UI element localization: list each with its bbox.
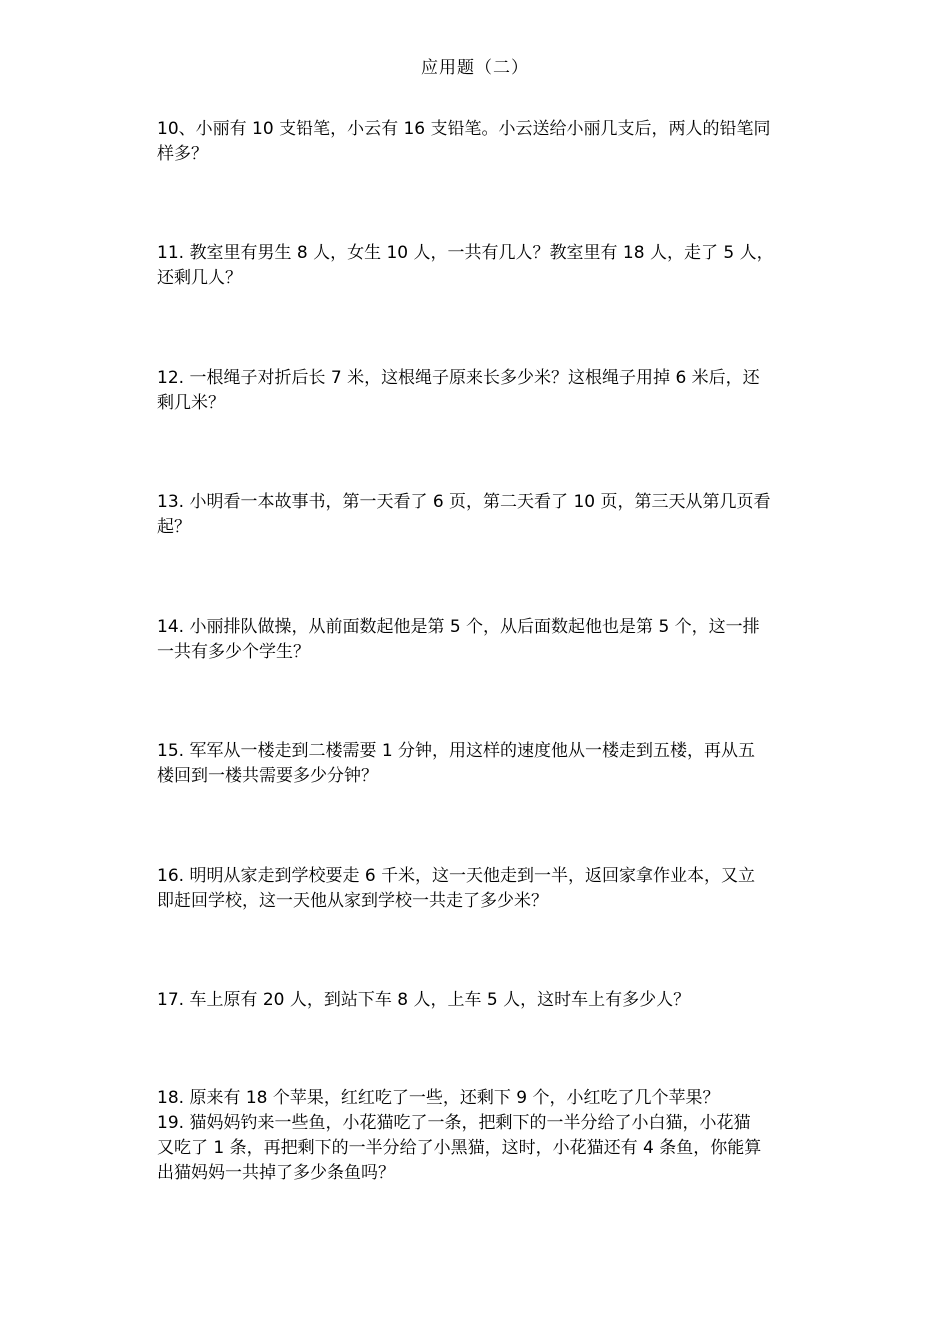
question-12: 12. 一根绳子对折后长 7 米，这根绳子原来长多少米？这根绳子用掉 6 米后，还 剩几米？ [157,368,760,413]
question-16: 16. 明明从家走到学校要走 6 千米，这一天他走到一半，返回家拿作业本，又立 即赶回学校，这一天他从家到学校一共走了多少米？ [157,866,756,911]
question-11: 11. 教室里有男生 8 人，女生 10 人，一共有几人？教室里有 18 人，走了 5 人， 还剩几人？ [157,243,774,288]
question-14: 14. 小丽排队做操，从前面数起他是第 5 个，从后面数起他也是第 5 个，这一排 一共有多少个学生？ [157,617,760,662]
page-title: 应用题（二） [421,58,529,78]
question-15: 15. 军军从一楼走到二楼需要 1 分钟，用这样的速度他从一楼走到五楼，再从五 楼回到一楼共需要多少分钟？ [157,741,756,786]
question-10: 10、小丽有 10 支铅笔，小云有 16 支铅笔。小云送给小丽几支后，两人的铅笔同 样多？ [157,119,771,164]
question-13: 13. 小明看一本故事书，第一天看了 6 页，第二天看了 10 页，第三天从第几页看 起？ [157,492,771,537]
question-17: 17. 车上原有 20 人，到站下车 8 人，上车 5 人，这时车上有多少人？ [157,990,691,1010]
question-18: 18. 原来有 18 个苹果，红红吃了一些，还剩下 9 个，小红吃了几个苹果？ [157,1088,720,1108]
question-19: 19. 猫妈妈钓来一些鱼，小花猫吃了一条，把剩下的一半分给了小白猫，小花猫 又吃了 1 条，再把剩下的一半分给了小黑猫，这时，小花猫还有 4 条鱼，你能算 出猫妈妈一共掉了多少条鱼吗？ [157,1113,762,1183]
